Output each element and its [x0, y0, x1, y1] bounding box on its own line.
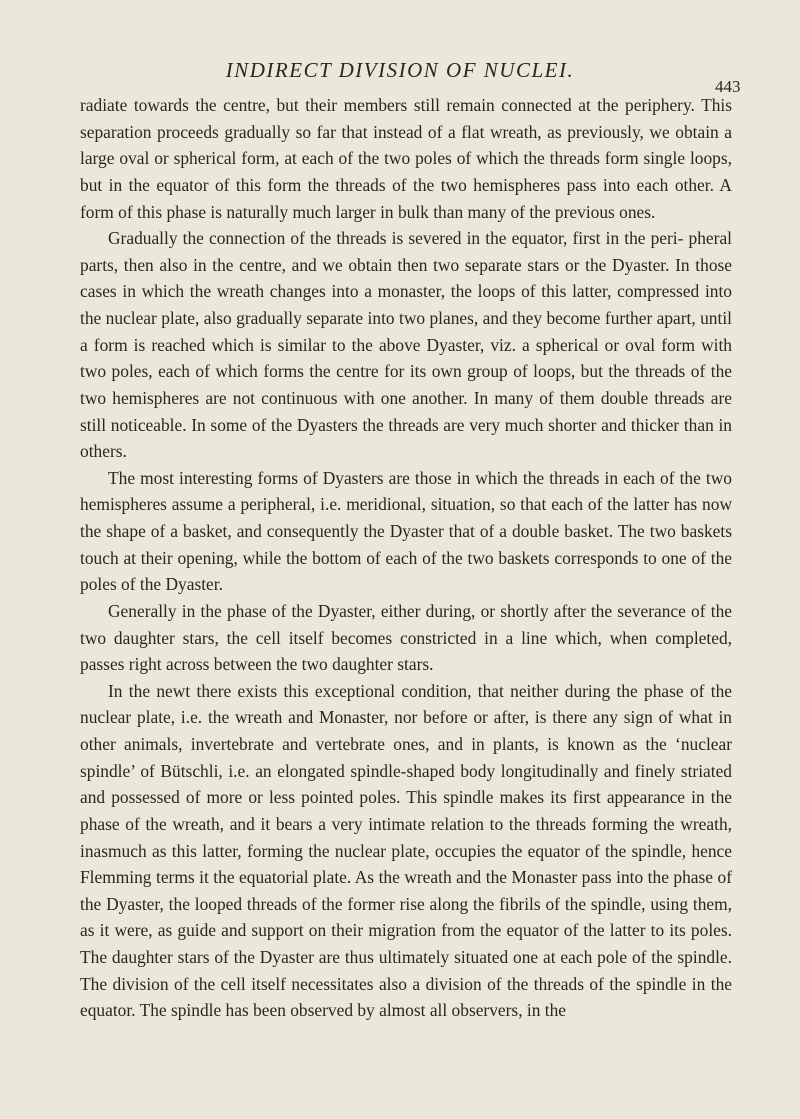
- paragraph: In the newt there exists this exceptional condition, that neither during the phase of the nuclear plate, i.e. the wreath and Monaster, nor before or after, is there any sign of what in other animals, invertebrate and vertebrate ones, and in plants, is known as the ‘nuclear spindle’ of Bütschli, i.e. an elongated spindle-shaped body longitudinally and finely striated and possessed of more or less pointed poles. This spindle makes its first appearance in the phase of the wreath, and it bears a very intimate relation to the threads forming the wreath, inasmuch as this latter, forming the nuclear plate, occupies the equator of the spindle, hence Flemming terms it the equatorial plate. As the wreath and the Monaster pass into the phase of the Dyaster, the looped threads of the former rise along the fibrils of the spindle, using them, as it were, as guide and support on their migration from the equator of the latter to its poles. The daughter stars of the Dyaster are thus ultimately situated one at each pole of the spindle. The division of the cell itself necessitates also a division of the threads of the spindle in the equator. The spindle has been observed by almost all observers, in the: [80, 680, 732, 1021]
- page-number: 443: [715, 77, 741, 96]
- paragraph: The most interesting forms of Dyasters are those in which the threads in each of the two hemispheres assume a peripheral, i.e. meridional, situation, so that each of the latter has now the shape of a basket, and consequently the Dyaster that of a double basket. The two baskets touch at their opening, while the bottom of each of the two baskets corresponds to one of the poles of the Dyaster.: [80, 467, 732, 595]
- paragraph: radiate towards the centre, but their members still remain connected at the periphery. This separation proceeds gradually so far that instead of a flat wreath, as previously, we obtain a large oval or spherical form, at each of the two poles of which the threads form single loops, but in the equator of this form the threads of the two hemispheres pass into each other. A form of this phase is naturally much larger in bulk than many of the previous ones.: [80, 95, 732, 222]
- running-title: INDIRECT DIVISION OF NUCLEI.: [225, 58, 575, 82]
- paragraph: Gradually the connection of the threads is severed in the equator, first in the peri- pheral parts, then also in the centre, and we obtain then two separate stars or the Dyaster. In those cases in which the wreath changes into a monaster, the loops of this latter, compressed into the nuclear plate, also gradually separate into two planes, and they become further apart, until a form is reached which is similar to the above Dyaster, viz. a spherical or oval form with two poles, each of which forms the centre for its own group of loops, but the threads of the two hemispheres are not continuous with one another. In many of them double threads are still noticeable. In some of the Dyasters the threads are very much shorter and thicker than in others.: [80, 228, 732, 462]
- body-text: [80, 92, 732, 1024]
- paragraph: Generally in the phase of the Dyaster, either during, or shortly after the severance of the two daughter stars, the cell itself becomes constricted in a line which, when completed, passes right across between the two daughter stars.: [80, 600, 732, 675]
